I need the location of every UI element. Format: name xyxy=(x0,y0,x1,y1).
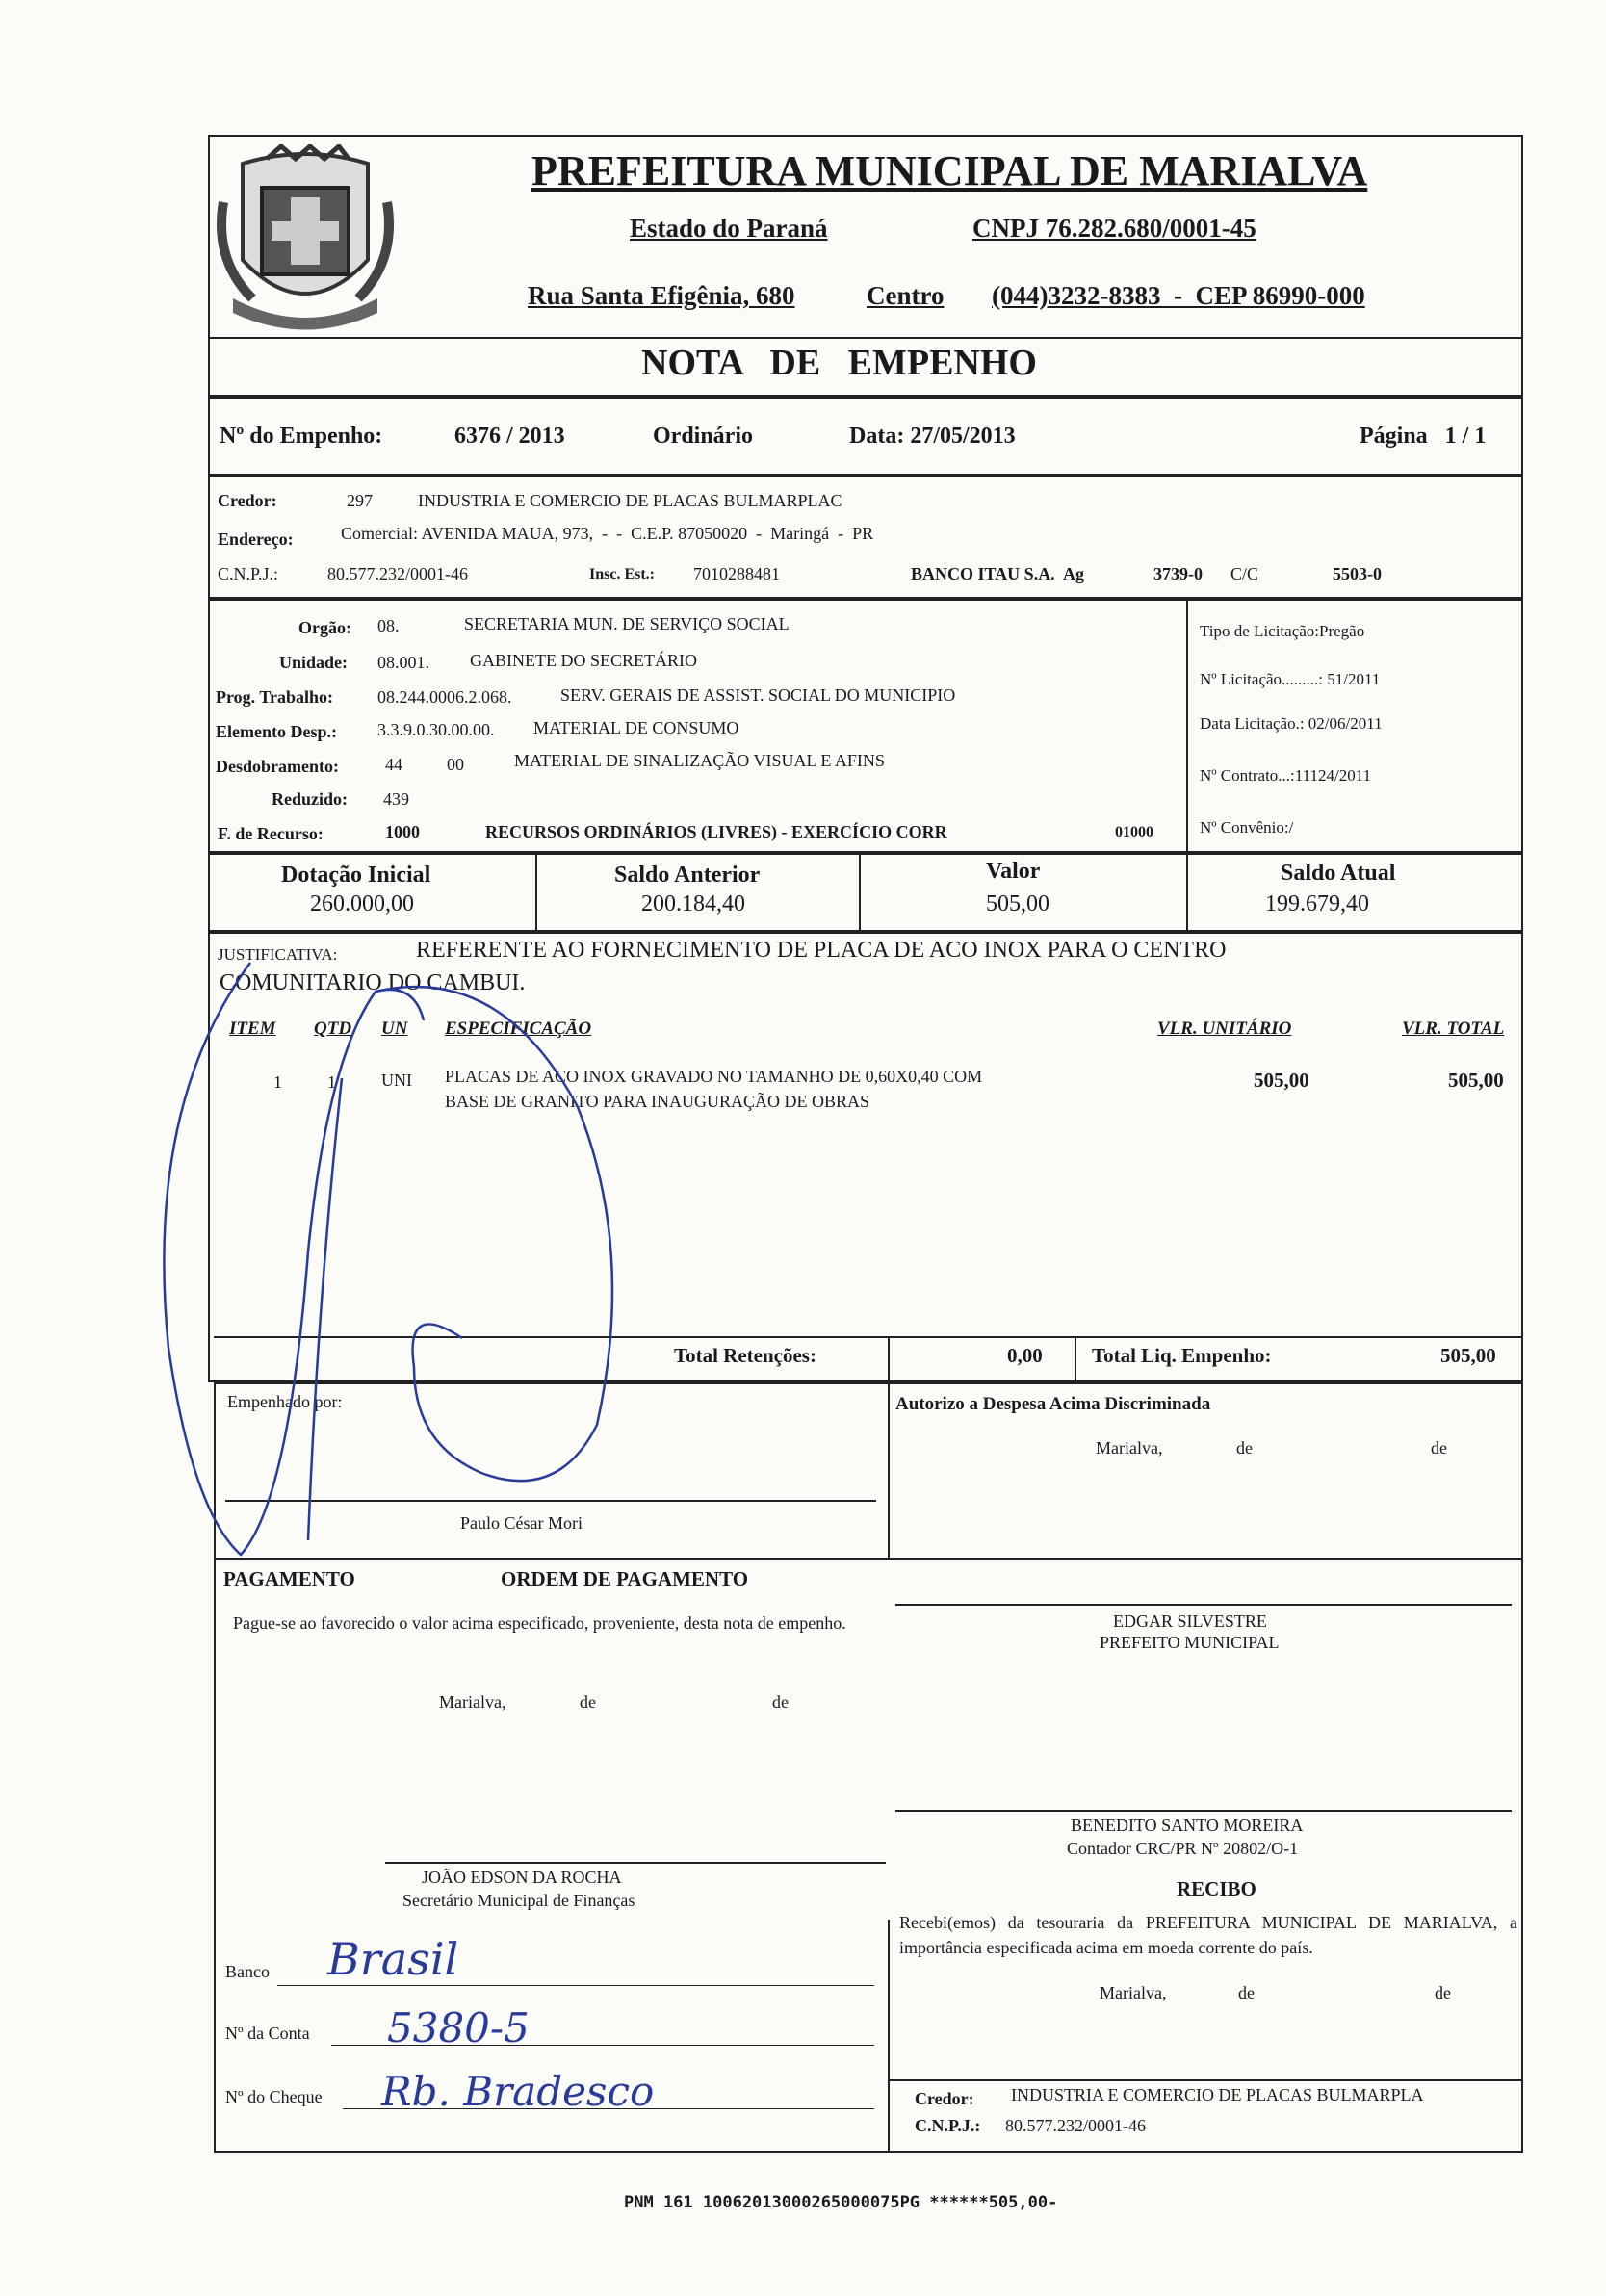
elemento-name: MATERIAL DE CONSUMO xyxy=(533,718,739,737)
credor-label: Credor: xyxy=(218,491,277,510)
orgao-name: SECRETARIA MUN. DE SERVIÇO SOCIAL xyxy=(464,614,790,633)
pagamento-top-line xyxy=(214,1558,1523,1560)
saldos-divider-2 xyxy=(859,853,861,932)
empenho-label: Nº do Empenho: xyxy=(220,424,383,449)
row-item: 1 xyxy=(273,1072,282,1092)
contador-role: Contador CRC/PR Nº 20802/O-1 xyxy=(1067,1839,1299,1858)
valor-label: Valor xyxy=(986,859,1041,884)
liquido-value: 505,00 xyxy=(1440,1344,1496,1367)
prog-label: Prog. Trabalho: xyxy=(216,687,334,707)
col-un: UN xyxy=(381,1019,408,1039)
recibo-cnpj-label: C.N.P.J.: xyxy=(915,2116,981,2135)
row-unit-value: 505,00 xyxy=(1254,1069,1309,1092)
fonte-code: 1000 xyxy=(385,822,420,841)
dotacao-value: 260.000,00 xyxy=(310,891,414,916)
fonte-number: 01000 xyxy=(1115,824,1153,840)
signatures-middle-divider xyxy=(888,1382,890,1558)
elemento-code: 3.3.9.0.30.00.00. xyxy=(377,720,495,739)
row-un: UNI xyxy=(381,1071,412,1090)
agency-label: Ag xyxy=(1063,564,1084,583)
autorizo-de-2: de xyxy=(1431,1438,1447,1458)
liquido-label: Total Liq. Empenho: xyxy=(1092,1344,1272,1367)
fonte-label: F. de Recurso: xyxy=(218,824,324,843)
empenhado-sign-line xyxy=(225,1500,876,1502)
items-block xyxy=(208,932,1523,1382)
orgao-label: Orgão: xyxy=(298,618,351,637)
retencoes-label: Total Retenções: xyxy=(674,1344,816,1367)
contador-sign-line xyxy=(895,1810,1512,1812)
desdobramento-label: Desdobramento: xyxy=(216,757,339,776)
secretario-sign-line xyxy=(385,1862,886,1864)
licitacao-convenio: Nº Convênio:/ xyxy=(1200,818,1294,837)
cc-number: 5503-0 xyxy=(1333,564,1382,583)
empenho-type: Ordinário xyxy=(653,424,754,449)
dotacao-label: Dotação Inicial xyxy=(281,863,431,888)
header-title: PREFEITURA MUNICIPAL DE MARIALVA xyxy=(531,147,1368,194)
saldos-divider-3 xyxy=(1186,853,1188,932)
recibo-credor-name: INDUSTRIA E COMERCIO DE PLACAS BULMARPLA xyxy=(1011,2085,1424,2104)
header-district: Centro xyxy=(867,281,945,310)
recibo-city: Marialva, xyxy=(1100,1983,1167,2002)
row-total-value: 505,00 xyxy=(1448,1069,1504,1092)
licitacao-contrato: Nº Contrato...:11124/2011 xyxy=(1200,766,1372,785)
bank-name: BANCO ITAU S.A. xyxy=(911,564,1055,583)
recibo-label: RECIBO xyxy=(1177,1877,1256,1900)
col-especificacao: ESPECIFICAÇÃO xyxy=(445,1019,592,1039)
reduzido-value: 439 xyxy=(383,789,409,809)
desdobramento-code1: 44 xyxy=(385,755,402,774)
col-vlr-total: VLR. TOTAL xyxy=(1402,1019,1505,1039)
empenho-page: Página 1 / 1 xyxy=(1360,424,1487,449)
recibo-left-divider xyxy=(888,1920,890,2153)
unidade-label: Unidade: xyxy=(279,653,349,672)
pagamento-de-1: de xyxy=(580,1692,596,1712)
totals-divider-1 xyxy=(888,1336,890,1382)
saldos-divider-1 xyxy=(535,853,537,932)
desdobramento-name: MATERIAL DE SINALIZAÇÃO VISUAL E AFINS xyxy=(514,751,885,770)
saldo-anterior-value: 200.184,40 xyxy=(641,891,745,916)
row-spec-line2: BASE DE GRANITO PARA INAUGURAÇÃO DE OBRAS xyxy=(445,1092,870,1111)
totals-top-line xyxy=(214,1336,1523,1338)
totals-divider-2 xyxy=(1075,1336,1076,1382)
header-phone-cep: (044)3232-8383 - CEP 86990-000 xyxy=(992,281,1365,310)
prefeito-sign-line xyxy=(895,1604,1512,1606)
credor-code: 297 xyxy=(347,491,373,510)
header-divider xyxy=(208,337,1523,339)
empenhado-name: Paulo César Mori xyxy=(460,1513,583,1533)
coat-of-arms-logo xyxy=(214,144,397,337)
saldo-atual-value: 199.679,40 xyxy=(1265,891,1369,916)
ordem-pagamento-label: ORDEM DE PAGAMENTO xyxy=(501,1567,749,1590)
banco-label: Banco xyxy=(225,1962,270,1981)
recibo-cnpj: 80.577.232/0001-46 xyxy=(1005,2116,1146,2135)
unidade-name: GABINETE DO SECRETÁRIO xyxy=(470,651,697,670)
row-spec-line1: PLACAS DE ACO INOX GRAVADO NO TAMANHO DE 0,60X0,40 COM xyxy=(445,1067,983,1086)
footer-code: PNM 161 10062013000265000075PG ******505,00- xyxy=(624,2193,1058,2212)
row-qtd: 1 xyxy=(327,1072,336,1092)
header-state: Estado do Paraná xyxy=(630,214,828,243)
unidade-code: 08.001. xyxy=(377,653,429,672)
saldo-atual-label: Saldo Atual xyxy=(1281,861,1396,886)
fonte-name: RECURSOS ORDINÁRIOS (LIVRES) - EXERCÍCIO CORR xyxy=(485,822,947,841)
budget-divider xyxy=(1186,599,1188,853)
recibo-de-2: de xyxy=(1435,1983,1451,2002)
orgao-code: 08. xyxy=(377,616,400,635)
col-item: ITEM xyxy=(229,1019,276,1039)
contador-name: BENEDITO SANTO MOREIRA xyxy=(1071,1816,1304,1835)
cheque-label: Nº do Cheque xyxy=(225,2087,323,2106)
retencoes-value: 0,00 xyxy=(1007,1344,1043,1367)
pagamento-city: Marialva, xyxy=(439,1692,506,1712)
header-cnpj: CNPJ 76.282.680/0001-45 xyxy=(972,214,1256,243)
cheque-handwritten: Rb. Bradesco xyxy=(381,2068,655,2115)
credor-address: Comercial: AVENIDA MAUA, 973, - - C.E.P. 87050020 - Maringá - PR xyxy=(341,524,874,543)
autorizo-label: Autorizo a Despesa Acima Discriminada xyxy=(895,1394,1211,1414)
prefeito-role: PREFEITO MUNICIPAL xyxy=(1100,1633,1280,1652)
licitacao-tipo: Tipo de Licitação:Pregão xyxy=(1200,622,1365,640)
recibo-credor-label: Credor: xyxy=(915,2089,974,2108)
agency-number: 3739-0 xyxy=(1153,564,1203,583)
conta-handwritten: 5380-5 xyxy=(387,2004,530,2051)
licitacao-data: Data Licitação.: 02/06/2011 xyxy=(1200,714,1383,733)
autorizo-city: Marialva, xyxy=(1096,1438,1163,1458)
justificativa-label: JUSTIFICATIVA: xyxy=(218,945,338,964)
licitacao-numero: Nº Licitação.........: 51/2011 xyxy=(1200,670,1381,688)
cnpj-label: C.N.P.J.: xyxy=(218,564,279,583)
recibo-de-1: de xyxy=(1238,1983,1255,2002)
prog-name: SERV. GERAIS DE ASSIST. SOCIAL DO MUNICIPIO xyxy=(560,685,956,705)
pagamento-de-2: de xyxy=(772,1692,789,1712)
banco-handwritten: Brasil xyxy=(327,1933,459,1985)
prefeito-name: EDGAR SILVESTRE xyxy=(1113,1612,1267,1631)
credor-box-top-line xyxy=(888,2079,1523,2081)
conta-label: Nº da Conta xyxy=(225,2024,310,2043)
credor-cnpj: 80.577.232/0001-46 xyxy=(327,564,468,583)
col-vlr-unitario: VLR. UNITÁRIO xyxy=(1157,1019,1292,1039)
empenho-date: Data: 27/05/2013 xyxy=(849,424,1016,449)
recibo-text: Recebi(emos) da tesouraria da PREFEITURA MUNICIPAL DE MARIALVA, a importância especificada acima em moeda corrente do país. xyxy=(899,1913,1517,1957)
valor-value: 505,00 xyxy=(986,891,1049,916)
banco-line xyxy=(277,1985,874,1986)
elemento-label: Elemento Desp.: xyxy=(216,722,337,741)
secretario-role: Secretário Municipal de Finanças xyxy=(402,1891,635,1910)
credor-insc: 7010288481 xyxy=(693,564,780,583)
empenhado-label: Empenhado por: xyxy=(227,1392,343,1411)
saldo-anterior-label: Saldo Anterior xyxy=(614,863,761,888)
pague-se-text: Pague-se ao favorecido o valor acima especificado, proveniente, desta nota de empenho. xyxy=(233,1613,846,1633)
prog-code: 08.244.0006.2.068. xyxy=(377,687,512,707)
cc-label: C/C xyxy=(1230,564,1259,583)
credor-name: INDUSTRIA E COMERCIO DE PLACAS BULMARPLAC xyxy=(418,491,842,510)
header-street: Rua Santa Efigênia, 680 xyxy=(528,281,795,310)
empenho-number: 6376 / 2013 xyxy=(454,424,565,449)
address-label: Endereço: xyxy=(218,529,294,549)
reduzido-label: Reduzido: xyxy=(272,789,349,809)
justificativa-line1: REFERENTE AO FORNECIMENTO DE PLACA DE ACO INOX PARA O CENTRO xyxy=(416,938,1227,963)
col-qtd: QTD xyxy=(314,1019,352,1039)
autorizo-de-1: de xyxy=(1236,1438,1253,1458)
pagamento-label: PAGAMENTO xyxy=(223,1567,355,1590)
secretario-name: JOÃO EDSON DA ROCHA xyxy=(422,1868,622,1887)
justificativa-line2: COMUNITARIO DO CAMBUI. xyxy=(220,970,526,995)
doc-title: NOTA DE EMPENHO xyxy=(641,343,1037,383)
desdobramento-code2: 00 xyxy=(447,755,464,774)
insc-label: Insc. Est.: xyxy=(589,566,656,582)
